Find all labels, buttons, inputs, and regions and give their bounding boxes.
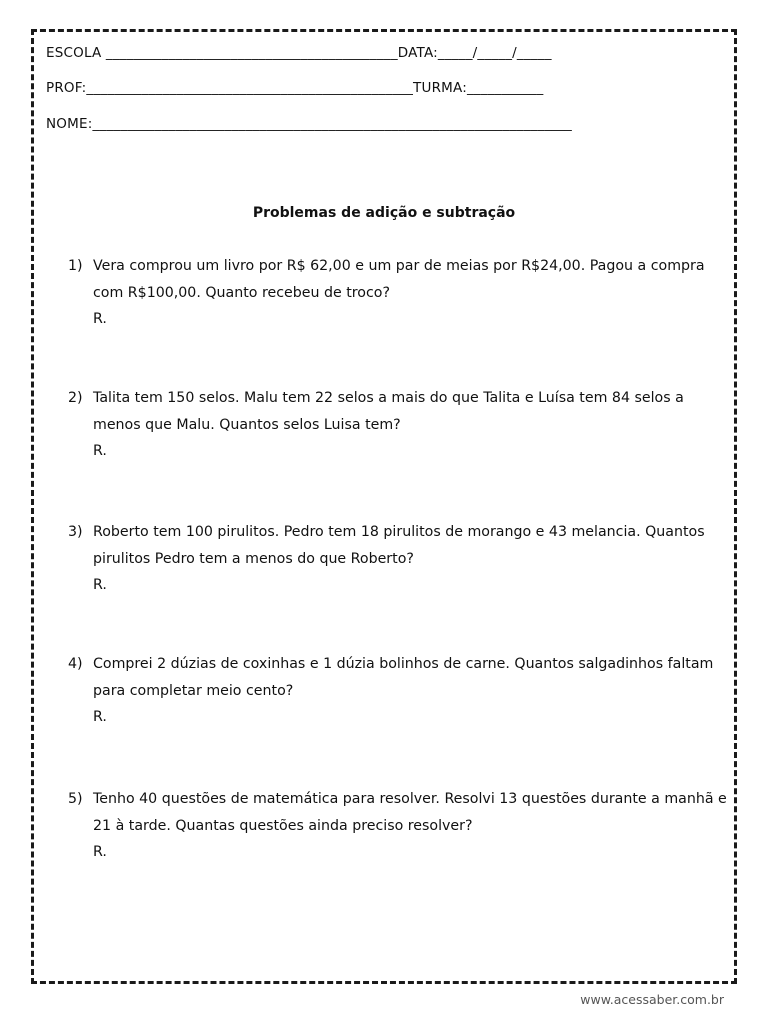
problem-item xyxy=(68,253,728,333)
problem-text: Talita tem 150 selos. Malu tem 22 selos a mais do que Talita e Luísa tem 84 selos a menos que Malu. Quantos selos Luisa tem? xyxy=(93,390,684,433)
answer-label: R. xyxy=(93,311,107,327)
problem-text: Tenho 40 questões de matemática para resolver. Resolvi 13 questões durante a manhã e 21 à tarde. Quantas questões ainda preciso resolver? xyxy=(93,791,727,834)
answer-label: R. xyxy=(93,577,107,593)
header-escola-data-line: ESCOLA __________________________________________DATA:_____/_____/_____ xyxy=(46,45,552,61)
answer-label: R. xyxy=(93,844,107,860)
problem-item xyxy=(68,385,728,465)
worksheet-title: Problemas de adição e subtração xyxy=(252,205,516,221)
problem-number: 3) xyxy=(68,524,83,540)
problem-number: 2) xyxy=(68,390,83,406)
problem-text: Vera comprou um livro por R$ 62,00 e um par de meias por R$24,00. Pagou a compra com R$100,00. Quanto recebeu de troco? xyxy=(93,258,705,301)
header-prof-turma-line: PROF:_______________________________________________TURMA:___________ xyxy=(46,80,544,96)
problem-number: 5) xyxy=(68,791,83,807)
header-nome-line: NOME:_____________________________________________________________________ xyxy=(46,116,573,132)
footer-website: www.acessaber.com.br xyxy=(580,992,724,1007)
problem-number: 4) xyxy=(68,656,83,672)
answer-label: R. xyxy=(93,709,107,725)
problem-text: Roberto tem 100 pirulitos. Pedro tem 18 pirulitos de morango e 43 melancia. Quantos pirulitos Pedro tem a menos do que Roberto? xyxy=(93,524,705,567)
problem-item xyxy=(68,786,728,866)
problem-text: Comprei 2 dúzias de coxinhas e 1 dúzia bolinhos de carne. Quantos salgadinhos faltam para completar meio cento? xyxy=(93,656,714,699)
problem-item xyxy=(68,519,728,599)
problem-number: 1) xyxy=(68,258,83,274)
problem-item xyxy=(68,651,728,731)
answer-label: R. xyxy=(93,443,107,459)
